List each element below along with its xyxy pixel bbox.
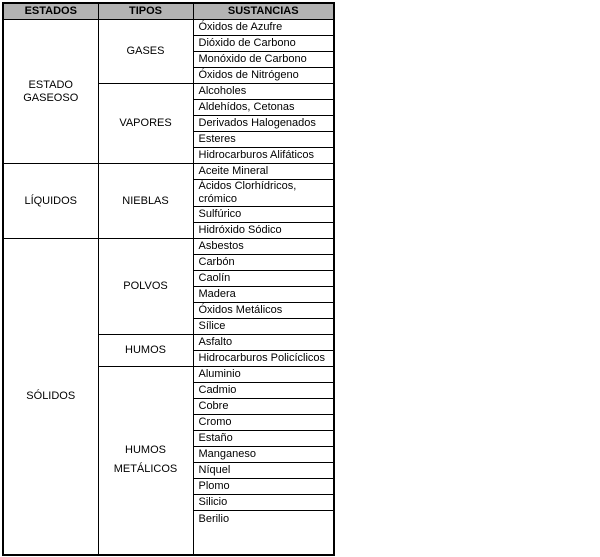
sustancia-cell: Alcoholes (193, 84, 334, 100)
sustancia-cell: Dióxido de Carbono (193, 36, 334, 52)
sustancia-cell: Óxidos de Azufre (193, 20, 334, 36)
sustancia-cell: Níquel (193, 463, 334, 479)
tipo-cell-humos-metalicos: HUMOS METÁLICOS (98, 367, 193, 555)
table-row (3, 239, 334, 255)
sustancia-cell: Sulfúrico (193, 207, 334, 223)
column-header-estados: ESTADOS (3, 3, 98, 20)
tipo-cell-vapores: VAPORES (98, 84, 193, 164)
sustancia-cell: Berilio (193, 511, 334, 555)
header-row (3, 3, 334, 20)
sustancia-cell: Caolín (193, 271, 334, 287)
sustancia-cell: Plomo (193, 479, 334, 495)
sustancia-cell: Óxidos de Nitrógeno (193, 68, 334, 84)
sustancia-cell: Cromo (193, 415, 334, 431)
sustancia-cell: Carbón (193, 255, 334, 271)
sustancia-cell: Estaño (193, 431, 334, 447)
tipo-cell-humos: HUMOS (98, 335, 193, 367)
estado-cell-liquidos: LÍQUIDOS (3, 164, 98, 239)
sustancia-cell: Asfalto (193, 335, 334, 351)
sustancia-cell: Óxidos Metálicos (193, 303, 334, 319)
sustancia-cell: Sílice (193, 319, 334, 335)
tipo-cell-polvos: POLVOS (98, 239, 193, 335)
sustancia-cell: Derivados Halogenados (193, 116, 334, 132)
sustancia-cell: Cobre (193, 399, 334, 415)
sustancia-cell: Aluminio (193, 367, 334, 383)
sustancia-cell: Asbestos (193, 239, 334, 255)
tipo-cell-nieblas: NIEBLAS (98, 164, 193, 239)
sustancia-cell: Hidrocarburos Alifáticos (193, 148, 334, 164)
table-row (3, 164, 334, 180)
sustancia-cell: Cadmio (193, 383, 334, 399)
substances-table (2, 2, 335, 556)
column-header-tipos: TIPOS (98, 3, 193, 20)
column-header-sustancias: SUSTANCIAS (193, 3, 334, 20)
tipo-cell-gases: GASES (98, 20, 193, 84)
sustancia-cell: Manganeso (193, 447, 334, 463)
estado-cell-solidos: SÓLIDOS (3, 239, 98, 555)
sustancia-cell: Aldehídos, Cetonas (193, 100, 334, 116)
sustancia-cell: Madera (193, 287, 334, 303)
sustancia-cell: Ácidos Clorhídricos, crómico (193, 180, 334, 207)
sustancia-cell: Monóxido de Carbono (193, 52, 334, 68)
sustancia-cell: Hidrocarburos Policíclicos (193, 351, 334, 367)
table-row (3, 20, 334, 36)
sustancia-cell: Aceite Mineral (193, 164, 334, 180)
sustancia-cell: Hidróxido Sódico (193, 223, 334, 239)
estado-cell-gaseoso: ESTADO GASEOSO (3, 20, 98, 164)
sustancia-cell: Esteres (193, 132, 334, 148)
sustancia-cell: Silicio (193, 495, 334, 511)
